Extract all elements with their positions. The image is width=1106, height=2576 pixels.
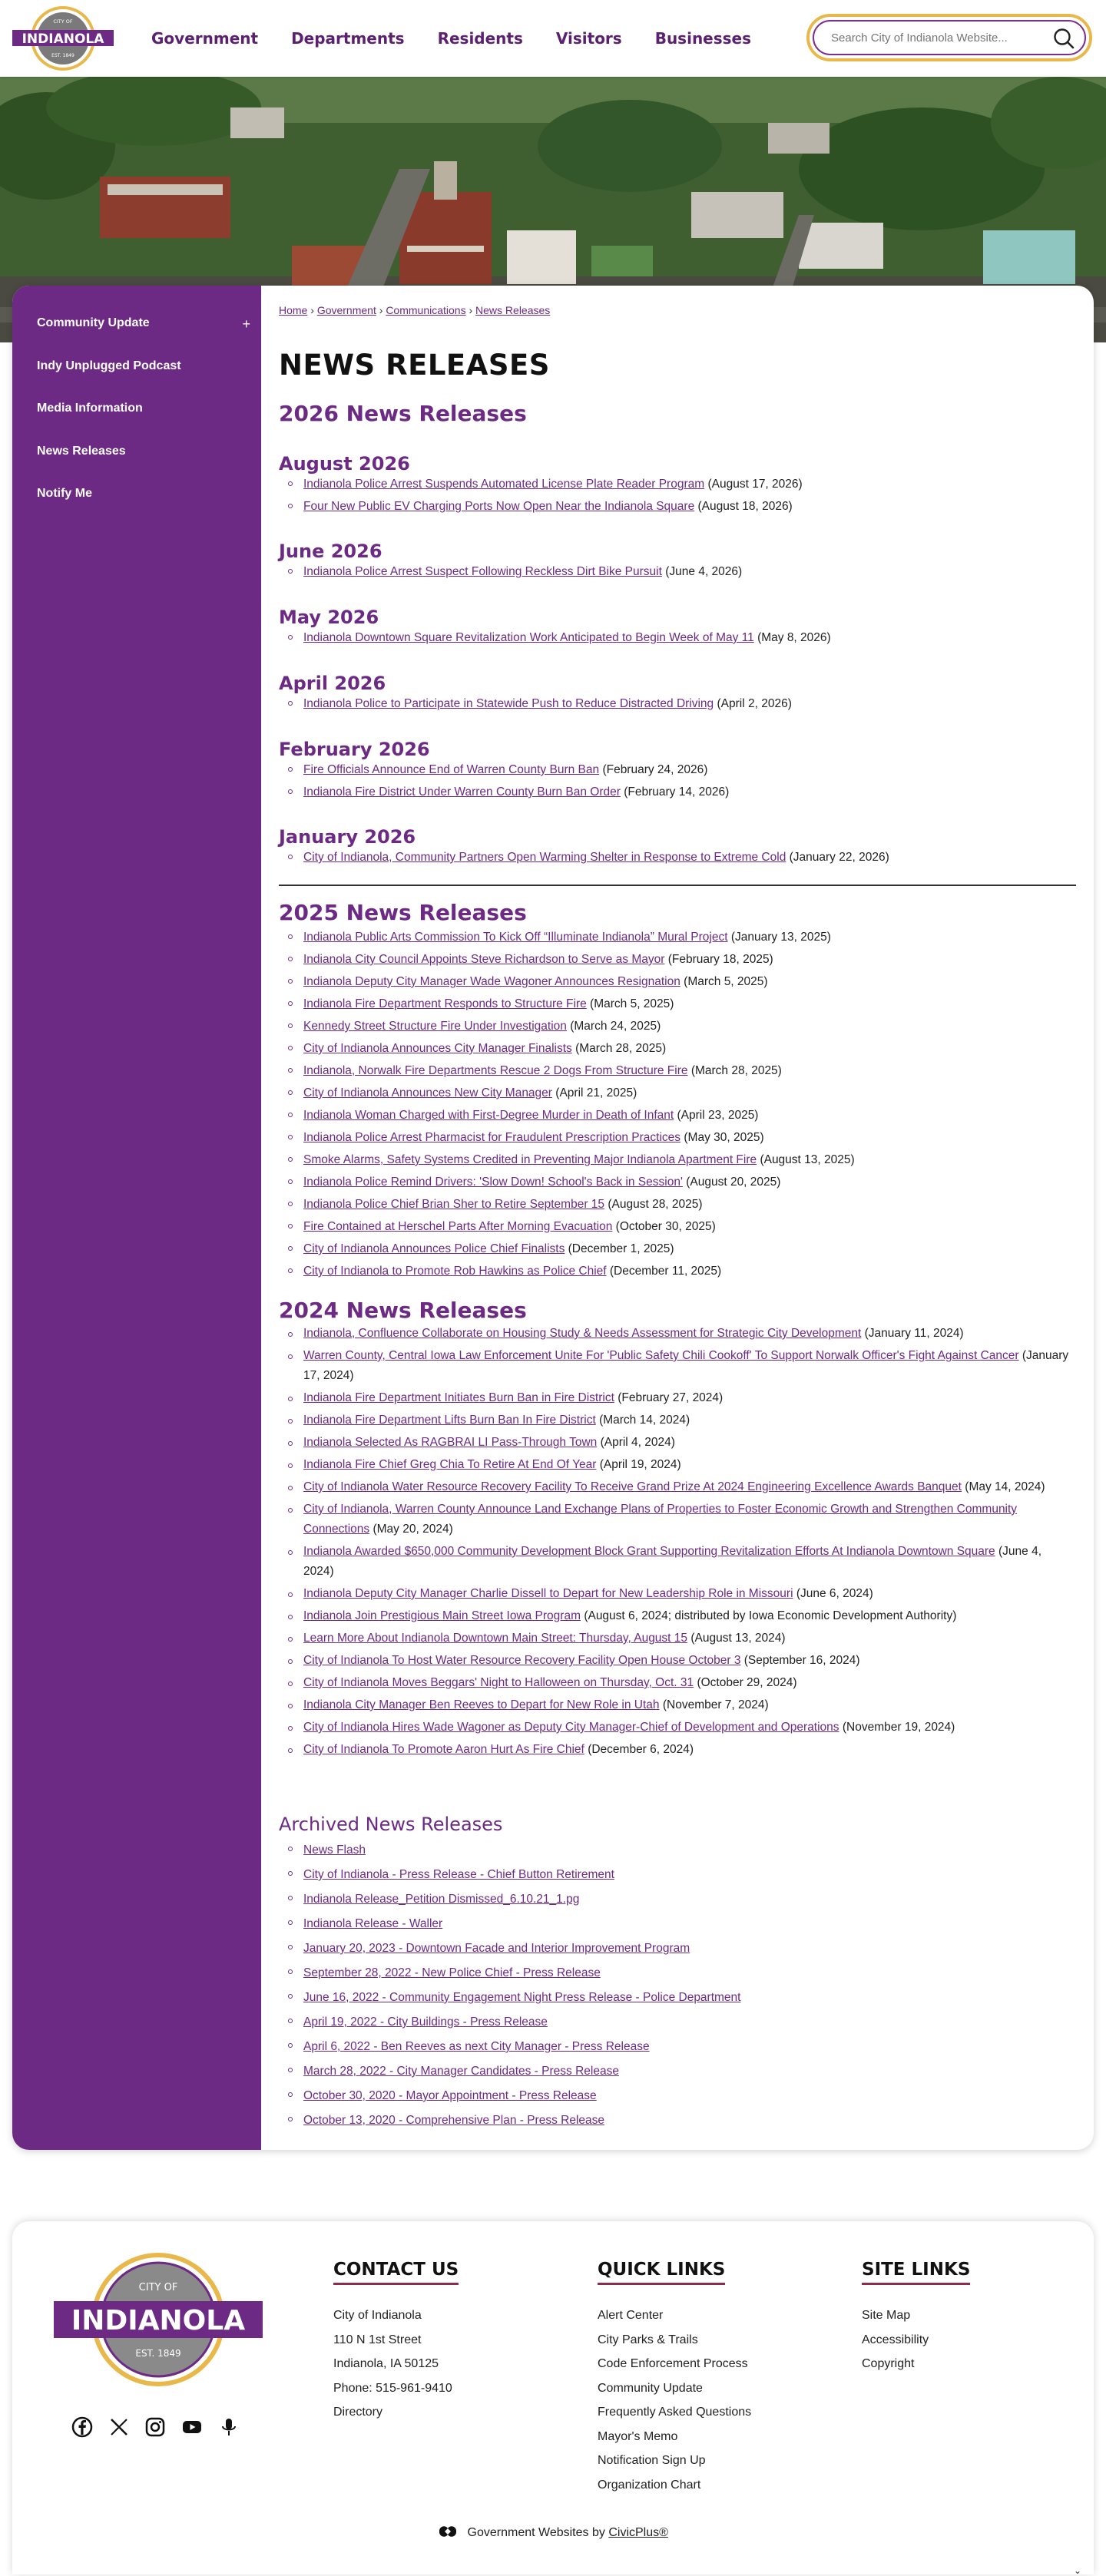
quick-link-faq[interactable]: Frequently Asked Questions [598,2406,752,2419]
site-link-copyright[interactable]: Copyright [862,2357,915,2370]
list-item [303,1695,1071,1715]
list-item [303,948,1071,971]
news-date: (August 13, 2024) [690,1632,786,1645]
news-date: (March 28, 2025) [575,1042,667,1055]
news-date: (August 17, 2026) [707,478,803,491]
news-date: (August 28, 2025) [608,1198,703,1211]
news-link[interactable]: Indianola Police to Participate in Statewide Push to Reduce Distracted Driving [303,697,714,710]
list-item [303,1863,1071,1887]
quick-link-code-enforcement[interactable]: Code Enforcement Process [598,2357,748,2370]
news-link[interactable]: Indianola City Manager Ben Reeves to Depart for New Role in Utah [303,1698,660,1711]
news-date: (March 14, 2024) [599,1414,690,1427]
news-date: (December 11, 2025) [609,1265,722,1278]
list-item [303,495,1071,518]
news-link[interactable]: March 28, 2022 - City Manager Candidates - Press Release [303,2065,619,2078]
nav-visitors[interactable]: Visitors [555,29,622,48]
news-link[interactable]: City of Indianola Water Resource Recovery Facility To Receive Grand Prize At 2024 Engineering Excellence Awards Banquet [303,1480,962,1493]
news-date: (May 8, 2026) [757,631,831,644]
list-item [303,1477,1071,1497]
news-link[interactable]: Indianola Police Remind Drivers: 'Slow Down! School's Back in Session' [303,1176,683,1189]
news-date: (June 4, 2026) [665,565,743,578]
list-item [303,473,1071,495]
nav-departments[interactable]: Departments [291,29,405,48]
news-link[interactable]: City of Indianola, Warren County Announce Land Exchange Plans of Properties to Foster Economic Growth and Strengthen Community Connections [303,1503,1018,1536]
news-list-june-2026 [279,561,1071,583]
news-link[interactable]: Indianola Fire Department Responds to Structure Fire [303,997,587,1010]
sidebar-item-media-information[interactable]: Media Information [37,402,143,415]
news-date: (August 6, 2024; distributed by Iowa Economic Development Authority) [584,1609,957,1622]
footer-contact-heading: CONTACT US [333,2260,459,2285]
contact-city-state: Indianola, IA 50125 [333,2357,439,2370]
news-date: (March 5, 2025) [684,975,768,988]
news-list-january-2026 [279,846,1071,868]
news-date: (August 13, 2025) [760,1153,855,1166]
list-item [303,1986,1071,2010]
quick-link-notification-signup[interactable]: Notification Sign Up [598,2454,706,2467]
month-heading-april-2026: April 2026 [279,673,386,694]
list-item [303,1238,1071,1260]
news-link[interactable]: City of Indianola - Press Release - Chief Button Retirement [303,1868,614,1881]
site-header [0,0,1106,77]
news-date: (January 17, 2024) [303,1349,1069,1382]
news-date: (June 4, 2024) [303,1545,1042,1578]
month-heading-january-2026: January 2026 [279,826,416,848]
list-item [303,1629,1071,1648]
list-item [303,1015,1071,1037]
news-date: (February 24, 2026) [602,763,708,776]
list-item [303,2035,1071,2059]
list-item [303,1060,1071,1082]
section-heading-2024: 2024 News Releases [279,1298,527,1323]
list-item [303,1149,1071,1171]
civicplus-icon [438,2525,458,2538]
news-date: (March 28, 2025) [690,1064,782,1077]
page-title: NEWS RELEASES [279,349,550,382]
site-link-site-map[interactable]: Site Map [862,2309,911,2322]
list-item [303,1410,1071,1430]
nav-residents[interactable]: Residents [437,29,523,48]
news-link[interactable]: Warren County, Central Iowa Law Enforcement Unite For 'Public Safety Chili Cookoff' To Support Norwalk Officer's Fight Against Cancer [303,1349,1019,1362]
news-link[interactable]: October 30, 2020 - Mayor Appointment - Press Release [303,2089,597,2102]
news-date: (May 20, 2024) [373,1523,453,1536]
list-item [303,2108,1071,2133]
main-nav [134,0,767,77]
logo-main-text: INDIANOLA [22,31,104,47]
civicplus-link[interactable]: CivicPlus® [608,2526,668,2539]
footer-city-logo[interactable] [52,2252,264,2387]
news-link[interactable]: City of Indianola Moves Beggars' Night to Halloween on Thursday, Oct. 31 [303,1676,694,1689]
main-content-card [12,286,1094,2150]
breadcrumb-separator: › [469,304,473,316]
news-link[interactable]: City of Indianola Hires Wade Wagoner as Deputy City Manager-Chief of Development and Operations [303,1721,839,1734]
news-link[interactable]: Indianola Awarded $650,000 Community Development Block Grant Supporting Revitalization Efforts At Indianola Downtown Square [303,1545,995,1558]
quick-link-alert-center[interactable]: Alert Center [598,2309,664,2322]
news-link[interactable]: Indianola Selected As RAGBRAI LI Pass-Through Town [303,1436,598,1449]
list-item [303,1433,1071,1453]
news-list-february-2026 [279,759,1071,803]
news-list-archived [279,1838,1071,2133]
youtube-icon[interactable] [181,2416,203,2438]
news-date: (May 30, 2025) [684,1131,764,1144]
quick-link-community-update[interactable]: Community Update [598,2381,703,2395]
news-link[interactable]: News Flash [303,1844,366,1857]
news-date: (February 18, 2025) [667,953,773,966]
news-date: (February 14, 2026) [624,785,730,799]
search-input[interactable] [830,29,1032,46]
list-item [303,1500,1071,1539]
x-icon[interactable] [108,2416,130,2438]
news-link[interactable]: April 19, 2022 - City Buildings - Press Release [303,2015,548,2029]
news-link[interactable]: October 13, 2020 - Comprehensive Plan - Press Release [303,2114,605,2127]
month-heading-may-2026: May 2026 [279,607,379,628]
breadcrumb-separator: › [310,304,314,316]
month-heading-february-2026: February 2026 [279,739,430,760]
list-item [303,1651,1071,1671]
news-link[interactable]: Indianola Fire Department Lifts Burn Ban In Fire District [303,1414,596,1427]
footer-site-links [862,2260,970,2376]
podcast-icon[interactable] [218,2416,240,2438]
news-date: (January 13, 2025) [730,931,831,944]
news-link[interactable]: Indianola Police Arrest Pharmacist for Fraudulent Prescription Practices [303,1131,681,1144]
news-date: (August 18, 2026) [697,500,793,513]
footer-logo-top-text: CITY OF [138,2282,178,2293]
list-item [303,759,1071,781]
site-footer [12,2221,1094,2574]
news-link[interactable]: Four New Public EV Charging Ports Now Open Near the Indianola Square [303,500,695,513]
news-date: (April 4, 2024) [600,1436,675,1449]
quick-link-mayors-memo[interactable]: Mayor's Memo [598,2429,678,2443]
sidebar-item-news-releases[interactable]: News Releases [37,445,126,458]
quick-link-city-parks-trails[interactable]: City Parks & Trails [598,2333,698,2346]
footer-contact-us [333,2260,459,2425]
list-item [303,1584,1071,1604]
site-link-accessibility[interactable]: Accessibility [862,2333,929,2346]
list-item [303,1104,1071,1126]
sidebar-item-community-update[interactable]: Community Update [37,316,150,329]
logo-top-text: CITY OF [53,18,73,25]
news-date: (November 19, 2024) [842,1721,955,1734]
list-item [303,1171,1071,1193]
chevron-down-icon[interactable]: ⌄ [1074,2565,1082,2576]
list-item [303,2059,1071,2084]
breadcrumb-government[interactable]: Government [316,304,376,316]
news-link[interactable]: Indianola Deputy City Manager Charlie Dissell to Depart for New Leadership Role in Missouri [303,1587,793,1600]
news-link[interactable]: Smoke Alarms, Safety Systems Credited in Preventing Major Indianola Apartment Fire [303,1153,757,1166]
breadcrumb [279,304,550,316]
list-item [303,2010,1071,2035]
list-item [303,2084,1071,2108]
breadcrumb-home[interactable]: Home [279,304,308,316]
news-link[interactable]: Fire Contained at Herschel Parts After Morning Evacuation [303,1220,613,1233]
section-divider [279,885,1076,886]
news-link[interactable]: Indianola Join Prestigious Main Street Iowa Program [303,1609,581,1622]
list-item [303,1082,1071,1104]
news-date: (September 16, 2024) [743,1654,860,1667]
sidebar-item-indy-unplugged-podcast[interactable]: Indy Unplugged Podcast [37,359,181,372]
nav-government[interactable]: Government [151,29,259,48]
news-link[interactable]: City of Indianola Announces New City Manager [303,1086,552,1100]
list-item [303,1126,1071,1149]
city-logo[interactable] [11,6,115,71]
news-list-april-2026 [279,693,1071,715]
news-link[interactable]: June 16, 2022 - Community Engagement Night Press Release - Police Department [303,1991,741,2004]
list-item [303,1260,1071,1282]
news-date: (November 7, 2024) [662,1698,769,1711]
news-link[interactable]: September 28, 2022 - New Police Chief - Press Release [303,1966,601,1979]
news-link[interactable]: Indianola Fire District Under Warren County Burn Ban Order [303,785,621,799]
news-link[interactable]: Indianola City Council Appoints Steve Richardson to Serve as Mayor [303,953,665,966]
list-item [303,781,1071,803]
footer-quick-links-heading: QUICK LINKS [598,2260,725,2285]
sidebar-item-notify-me[interactable]: Notify Me [37,487,92,500]
footer-quick-links [598,2260,751,2497]
list-item [303,1673,1071,1693]
breadcrumb-communications[interactable]: Communications [386,304,466,316]
nav-businesses[interactable]: Businesses [654,29,752,48]
list-item [303,1388,1071,1408]
news-link[interactable]: Kennedy Street Structure Fire Under Investigation [303,1020,567,1033]
news-link[interactable]: Fire Officials Announce End of Warren County Burn Ban [303,763,600,776]
footer-logo-bottom-text: EST. 1849 [135,2348,181,2359]
news-link[interactable]: Indianola Police Arrest Suspect Following Reckless Dirt Bike Pursuit [303,565,662,578]
list-item [303,693,1071,715]
contact-street: 110 N 1st Street [333,2333,422,2346]
news-date: (June 6, 2024) [796,1587,873,1600]
breadcrumb-separator: › [379,304,383,316]
list-item [303,971,1071,993]
powered-by [12,2525,1094,2540]
contact-directory-link[interactable]: Directory [333,2406,383,2419]
news-link[interactable]: City of Indianola Announces City Manager Finalists [303,1042,572,1055]
news-link[interactable]: Indianola Release - Waller [303,1917,443,1930]
list-item [303,1037,1071,1060]
news-date: (April 23, 2025) [677,1109,759,1122]
section-heading-2026: 2026 News Releases [279,401,527,426]
list-item [303,1887,1071,1912]
instagram-icon[interactable] [144,2416,166,2438]
footer-logo-main-text: INDIANOLA [71,2305,246,2336]
news-date: (August 20, 2025) [686,1176,781,1189]
search-icon[interactable] [1052,27,1075,50]
news-link[interactable]: Indianola Police Arrest Suspends Automated License Plate Reader Program [303,478,705,491]
news-link[interactable]: Indianola Fire Department Initiates Burn Ban in Fire District [303,1391,614,1404]
news-date: (January 22, 2026) [789,851,889,864]
news-link[interactable]: Indianola Fire Chief Greg Chia To Retire At End Of Year [303,1458,597,1471]
news-link[interactable]: Indianola Release_Petition Dismissed_6.10.21_1.pg [303,1893,580,1906]
news-date: (April 19, 2024) [599,1458,681,1471]
contact-phone: Phone: 515-961-9410 [333,2381,452,2395]
list-item [303,846,1071,868]
contact-org-name: City of Indianola [333,2309,422,2322]
list-item [303,1718,1071,1738]
list-item [303,1740,1071,1760]
news-date: (October 30, 2025) [615,1220,716,1233]
sidebar-nav [12,286,261,2150]
news-link[interactable]: City of Indianola, Community Partners Open Warming Shelter in Response to Extreme Cold [303,851,786,864]
powered-by-text: Government Websites by [467,2526,605,2539]
news-link[interactable]: Indianola Woman Charged with First-Degree Murder in Death of Infant [303,1109,674,1122]
news-link[interactable]: Indianola Downtown Square Revitalization Work Anticipated to Begin Week of May 11 [303,631,754,644]
news-link[interactable]: Indianola, Norwalk Fire Departments Rescue 2 Dogs From Structure Fire [303,1064,688,1077]
list-item [303,1838,1071,1863]
news-link[interactable]: City of Indianola Announces Police Chief Finalists [303,1242,565,1255]
section-heading-archived: Archived News Releases [279,1814,503,1835]
news-list-may-2026 [279,627,1071,649]
list-item [303,1346,1071,1386]
news-list-august-2026 [279,473,1071,518]
news-link[interactable]: January 20, 2023 - Downtown Facade and Interior Improvement Program [303,1942,690,1955]
news-date: (March 5, 2025) [590,997,674,1010]
news-date: (December 6, 2024) [588,1743,694,1756]
news-date: (April 21, 2025) [555,1086,637,1100]
list-item [303,1324,1071,1344]
news-link[interactable]: Indianola Police Chief Brian Sher to Retire September 15 [303,1198,605,1211]
news-date: (March 24, 2025) [570,1020,661,1033]
list-item [303,1455,1071,1475]
list-item [303,926,1071,948]
news-date: (December 1, 2025) [568,1242,674,1255]
news-date: (February 27, 2024) [618,1391,724,1404]
news-link[interactable]: City of Indianola To Host Water Resource Recovery Facility Open House October 3 [303,1654,741,1667]
list-item [303,1936,1071,1961]
news-date: (October 29, 2024) [697,1676,797,1689]
list-item [303,1215,1071,1238]
news-link[interactable]: Indianola, Confluence Collaborate on Housing Study & Needs Assessment for Strategic City Development [303,1327,862,1340]
news-link[interactable]: City of Indianola To Promote Aaron Hurt As Fire Chief [303,1743,584,1756]
news-date: (April 2, 2026) [717,697,792,710]
quick-link-organization-chart[interactable]: Organization Chart [598,2478,701,2492]
news-link[interactable]: Learn More About Indianola Downtown Main Street: Thursday, August 15 [303,1632,688,1645]
news-link[interactable]: April 6, 2022 - Ben Reeves as next City Manager - Press Release [303,2040,650,2053]
facebook-icon[interactable] [71,2416,93,2438]
logo-bottom-text: EST. 1849 [51,53,75,58]
list-item [303,1606,1071,1626]
news-link[interactable]: Indianola Deputy City Manager Wade Wagoner Announces Resignation [303,975,680,988]
list-item [303,1542,1071,1582]
news-link[interactable]: Indianola Public Arts Commission To Kick Off “Illuminate Indianola” Mural Project [303,931,728,944]
list-item [303,1912,1071,1936]
news-list-2025 [279,926,1071,1282]
news-date: (January 11, 2024) [864,1327,964,1340]
news-list-2024 [279,1324,1071,1762]
news-link[interactable]: City of Indianola to Promote Rob Hawkins as Police Chief [303,1265,607,1278]
month-heading-june-2026: June 2026 [279,541,382,562]
search-box [806,14,1092,61]
list-item [303,627,1071,649]
month-heading-august-2026: August 2026 [279,453,410,475]
list-item [303,561,1071,583]
news-date: (May 14, 2024) [965,1480,1045,1493]
footer-site-links-heading: SITE LINKS [862,2260,970,2285]
list-item [303,1193,1071,1215]
list-item [303,993,1071,1015]
list-item [303,1961,1071,1986]
breadcrumb-news-releases[interactable]: News Releases [475,304,551,316]
section-heading-2025: 2025 News Releases [279,900,527,925]
sidebar-expand-toggle[interactable]: + [242,316,250,332]
